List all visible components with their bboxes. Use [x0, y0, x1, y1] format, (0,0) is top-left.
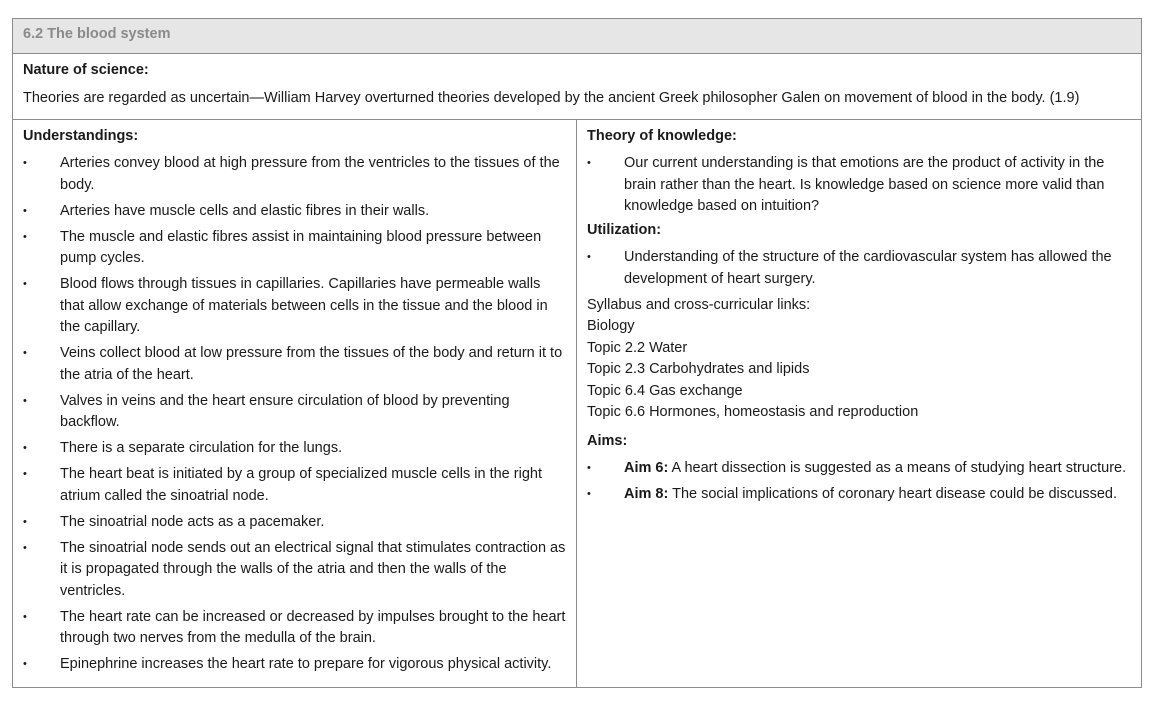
list-item: • Arteries have muscle cells and elastic fibres in their walls. [23, 201, 568, 223]
bullet-icon: • [23, 442, 27, 454]
list-item: • Veins collect blood at low pressure from the tissues of the body and return it to the atria of the heart. [23, 345, 563, 383]
nature-of-science-text: Theories are regarded as uncertain—William Harvey overturned theories developed by the ancient Greek philosopher Galen on movement of blood in the body. (1.9) [23, 90, 1080, 106]
bullet-icon: • [23, 347, 27, 359]
syllabus-link: Topic 6.4 Gas exchange [587, 382, 743, 399]
list-item: • Blood flows through tissues in capillaries. Capillaries have permeable walls that allow exchange of materials between cells in the tissue and the blood in the capillary. [23, 276, 548, 335]
syllabus-link: Topic 2.2 Water [587, 339, 688, 356]
understandings-column [13, 120, 577, 687]
bullet-icon: • [23, 204, 27, 217]
right-column [577, 120, 1141, 687]
understandings-label: Understandings: [23, 128, 139, 144]
bullet-icon: • [23, 515, 27, 528]
list-item: • The heart beat is initiated by a group of specialized muscle cells in the right atrium called the sinoatrial node. [23, 466, 542, 504]
aim-lead: Aim 8: [624, 485, 669, 502]
list-item: • Aim 8: The social implications of coronary heart disease could be discussed. [587, 484, 1133, 506]
bullet-icon: • [23, 230, 27, 243]
list-item: • The muscle and elastic fibres assist in maintaining blood pressure between pump cycles. [23, 228, 542, 266]
syllabus-table [12, 18, 1142, 688]
bullet-icon: • [23, 610, 27, 623]
list-item: • Aim 6: A heart dissection is suggested as a means of studying heart structure. [587, 458, 1133, 480]
list-item: • The sinoatrial node acts as a pacemaker. [23, 512, 568, 534]
bullet-icon: • [23, 468, 27, 480]
list-item: • Valves in veins and the heart ensure circulation of blood by preventing backflow. [23, 392, 510, 430]
theory-of-knowledge-list [587, 153, 1133, 218]
bullet-icon: • [23, 394, 27, 407]
list-item: • The sinoatrial node sends out an electrical signal that stimulates contraction as it is propagated through the walls of the atria and then the walls of the ventricles. [23, 539, 566, 599]
aims-label: Aims: [587, 432, 628, 449]
syllabus-link: Topic 6.6 Hormones, homeostasis and reproduction [587, 404, 919, 420]
utilization-label: Utilization: [587, 222, 662, 238]
content-columns [13, 120, 1141, 687]
aim-lead: Aim 6: [624, 459, 669, 476]
bullet-icon: • [23, 541, 27, 554]
syllabus-links-label: Syllabus and cross-curricular links: [587, 296, 811, 313]
bullet-icon: • [587, 461, 591, 474]
list-item: • Arteries convey blood at high pressure from the ventricles to the tissues of the body. [23, 155, 560, 193]
bullet-icon: • [587, 157, 591, 169]
understandings-list [23, 153, 568, 676]
list-item: • There is a separate circulation for the lungs. [23, 438, 568, 460]
bullet-icon: • [23, 157, 27, 169]
list-item: • Understanding of the structure of the cardiovascular system has allowed the development of heart surgery. [587, 249, 1112, 287]
syllabus-link: Biology [587, 318, 635, 334]
bullet-icon: • [587, 487, 591, 500]
list-item: • Epinephrine increases the heart rate to prepare for vigorous physical activity. [23, 654, 568, 676]
theory-of-knowledge-label: Theory of knowledge: [587, 128, 737, 144]
list-item: • The heart rate can be increased or decreased by impulses brought to the heart through two nerves from the medulla of the brain. [23, 608, 566, 646]
bullet-icon: • [587, 251, 591, 263]
nature-of-science-label: Nature of science: [23, 62, 149, 78]
utilization-list [587, 247, 1133, 290]
nature-of-science-row [13, 54, 1141, 120]
aims-list [587, 458, 1133, 506]
list-item: • Our current understanding is that emotions are the product of activity in the brain rather than the heart. Is knowledge based on science more valid than knowledge based on intuition? [587, 155, 1105, 214]
bullet-icon: • [23, 278, 27, 290]
section-title: 6.2 The blood system [13, 19, 1141, 54]
syllabus-link: Topic 2.3 Carbohydrates and lipids [587, 361, 810, 377]
bullet-icon: • [23, 658, 27, 670]
